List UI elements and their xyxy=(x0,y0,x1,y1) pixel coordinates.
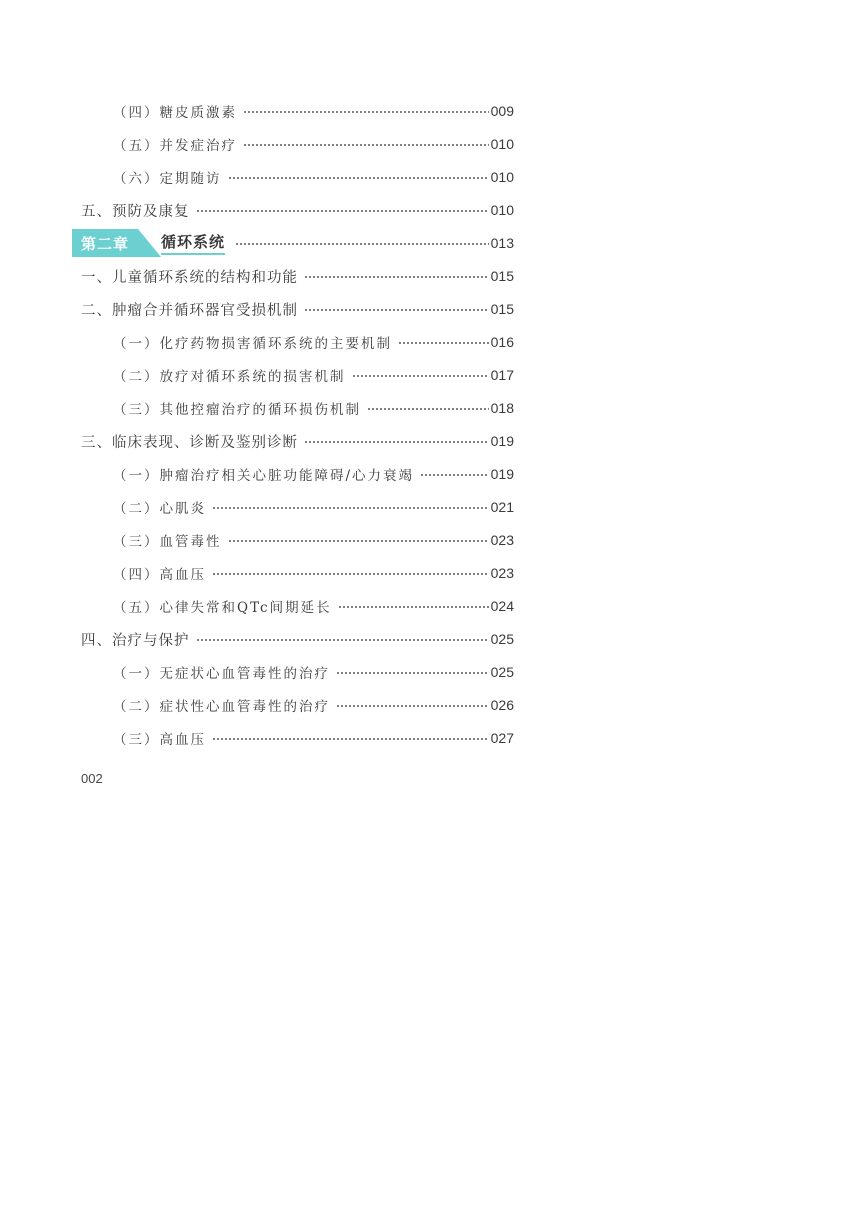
toc-entry[interactable] xyxy=(113,165,514,189)
toc-leader-dots xyxy=(420,474,489,476)
toc-leader-dots xyxy=(196,639,489,641)
toc-leader-dots xyxy=(196,210,489,212)
toc-entry-page: 024 xyxy=(490,598,514,614)
toc-section-page: 025 xyxy=(490,631,514,647)
toc-section-title: 五、预防及康复 xyxy=(81,203,190,220)
toc-section-page: 019 xyxy=(490,433,514,449)
toc-entry[interactable] xyxy=(113,660,514,684)
toc-entry-page: 018 xyxy=(490,400,514,416)
toc-entry-title: （三）其他控瘤治疗的循环损伤机制 xyxy=(113,402,361,418)
toc-entry-title: （二）放疗对循环系统的损害机制 xyxy=(113,369,346,385)
toc-leader-dots xyxy=(243,144,489,146)
toc-entry-page: 025 xyxy=(490,664,514,680)
toc-entry-title: （一）肿瘤治疗相关心脏功能障碍/心力衰竭 xyxy=(113,468,415,484)
toc-entry[interactable] xyxy=(113,396,514,420)
toc-entry-title: （四）糖皮质激素 xyxy=(113,105,237,121)
toc-section-title: 一、儿童循环系统的结构和功能 xyxy=(81,269,298,286)
toc-leader-dots xyxy=(212,738,489,740)
toc-entry[interactable] xyxy=(113,528,514,552)
toc-entry-page: 027 xyxy=(490,730,514,746)
toc-section-title: 四、治疗与保护 xyxy=(81,632,190,649)
chapter-page: 013 xyxy=(490,235,514,251)
toc-leader-dots xyxy=(212,573,489,575)
toc-leader-dots xyxy=(304,441,489,443)
toc-entry-page: 009 xyxy=(490,103,514,119)
toc-section-page: 015 xyxy=(490,301,514,317)
page-number: 002 xyxy=(81,771,103,786)
toc-entry-page: 023 xyxy=(490,565,514,581)
toc-section-page: 015 xyxy=(490,268,514,284)
toc-section[interactable] xyxy=(81,627,514,651)
toc-entry-title: （二）症状性心血管毒性的治疗 xyxy=(113,699,330,715)
toc-entry-title: （五）心律失常和QTc间期延长 xyxy=(113,600,332,616)
toc-entry-title: （一）化疗药物损害循环系统的主要机制 xyxy=(113,336,392,352)
toc-entry[interactable] xyxy=(113,561,514,585)
toc-leader-dots xyxy=(304,309,489,311)
toc-entry-page: 010 xyxy=(490,136,514,152)
toc-section[interactable] xyxy=(81,264,514,288)
toc-leader-dots xyxy=(336,705,489,707)
chapter-title: 循环系统 xyxy=(161,231,225,255)
toc-leader-dots xyxy=(228,177,489,179)
toc-entry-page: 010 xyxy=(490,169,514,185)
toc-leader-dots xyxy=(228,540,489,542)
toc-entry-title: （三）高血压 xyxy=(113,732,206,748)
toc-entry[interactable] xyxy=(113,363,514,387)
toc-entry[interactable] xyxy=(113,594,514,618)
toc-entry[interactable] xyxy=(113,99,514,123)
toc-section-title: 三、临床表现、诊断及鉴别诊断 xyxy=(81,434,298,451)
toc-entry-title: （四）高血压 xyxy=(113,567,206,583)
toc-leader-dots xyxy=(398,342,489,344)
toc-leader-dots xyxy=(304,276,489,278)
toc-chapter[interactable] xyxy=(72,229,514,257)
toc-entry-page: 017 xyxy=(490,367,514,383)
toc-leader-dots xyxy=(235,243,489,245)
toc-entry-title: （一）无症状心血管毒性的治疗 xyxy=(113,666,330,682)
toc-entry-page: 023 xyxy=(490,532,514,548)
toc-entry-title: （六）定期随访 xyxy=(113,171,222,187)
toc-entry-title: （五）并发症治疗 xyxy=(113,138,237,154)
toc-leader-dots xyxy=(212,507,489,509)
toc-section-title: 二、肿瘤合并循环器官受损机制 xyxy=(81,302,298,319)
toc-section[interactable] xyxy=(81,198,514,222)
toc-entry[interactable] xyxy=(113,330,514,354)
toc-entry[interactable] xyxy=(113,693,514,717)
chapter-label: 第二章 xyxy=(81,235,130,253)
toc-entry-page: 026 xyxy=(490,697,514,713)
toc-entry[interactable] xyxy=(113,132,514,156)
toc-leader-dots xyxy=(243,111,489,113)
toc-entry-page: 019 xyxy=(490,466,514,482)
toc-leader-dots xyxy=(352,375,489,377)
toc-entry[interactable] xyxy=(113,726,514,750)
toc-entry-page: 021 xyxy=(490,499,514,515)
toc-entry[interactable] xyxy=(113,495,514,519)
toc-section-page: 010 xyxy=(490,202,514,218)
toc-entry-page: 016 xyxy=(490,334,514,350)
toc-entry-title: （二）心肌炎 xyxy=(113,501,206,517)
toc-entry[interactable] xyxy=(113,462,514,486)
toc-section[interactable] xyxy=(81,429,514,453)
toc-leader-dots xyxy=(367,408,489,410)
toc-entry-title: （三）血管毒性 xyxy=(113,534,222,550)
toc-leader-dots xyxy=(338,606,489,608)
chapter-badge xyxy=(72,229,161,257)
toc-leader-dots xyxy=(336,672,489,674)
toc-section[interactable] xyxy=(81,297,514,321)
